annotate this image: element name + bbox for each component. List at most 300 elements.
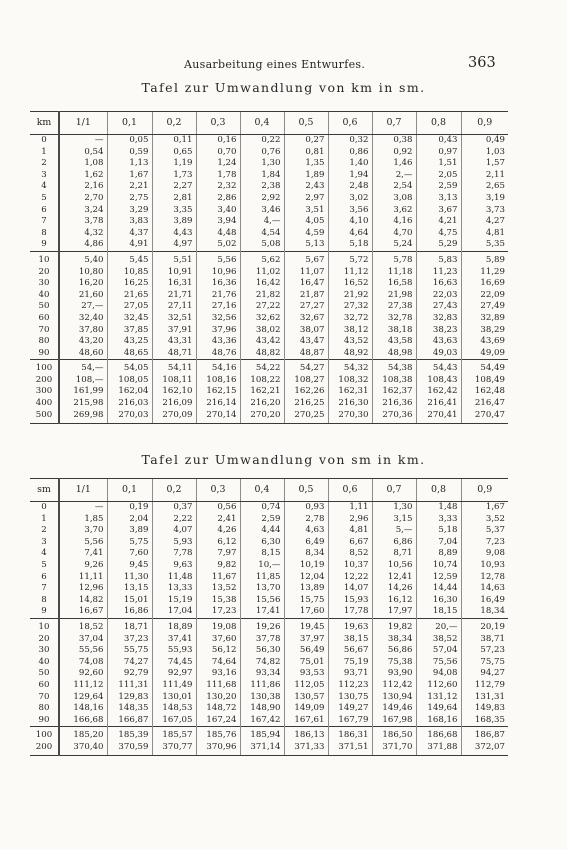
value-cell: 11,07 [284, 267, 328, 279]
value-cell: 54,49 [461, 360, 508, 375]
value-cell: 0,27 [284, 135, 328, 147]
value-cell: 2,59 [416, 181, 461, 193]
value-cell: 54,— [59, 360, 107, 375]
value-cell: 1,48 [416, 502, 461, 514]
value-cell: 112,05 [284, 680, 328, 692]
value-cell: 9,45 [107, 560, 152, 572]
value-cell: 0,92 [372, 147, 416, 159]
value-cell: 43,69 [461, 336, 508, 348]
value-cell: 0,19 [107, 502, 152, 514]
value-cell: 3,89 [152, 216, 196, 228]
value-cell: 216,41 [416, 398, 461, 410]
value-cell: 15,01 [107, 595, 152, 607]
value-cell: 14,44 [416, 583, 461, 595]
row-key-cell: 10 [30, 618, 59, 633]
value-cell: 0,05 [107, 135, 152, 147]
value-cell: 11,85 [240, 572, 284, 584]
value-cell: 185,20 [59, 727, 107, 742]
value-cell: 167,61 [284, 715, 328, 727]
value-cell: 48,65 [107, 348, 152, 360]
header-unit: km [30, 112, 59, 135]
value-cell: 3,89 [107, 525, 152, 537]
value-cell: 43,31 [152, 336, 196, 348]
value-cell: 74,27 [107, 657, 152, 669]
value-cell: 32,78 [372, 313, 416, 325]
value-cell: 216,36 [372, 398, 416, 410]
header-fraction: 0,2 [152, 479, 196, 502]
value-cell: 3,19 [461, 193, 508, 205]
header-fraction: 0,8 [416, 479, 461, 502]
running-title: Ausarbeitung eines Entwurfes. [184, 58, 366, 71]
value-cell: 37,04 [59, 634, 107, 646]
table-row [30, 216, 508, 228]
value-cell: 16,30 [416, 595, 461, 607]
value-cell: 27,— [59, 301, 107, 313]
value-cell: 15,56 [240, 595, 284, 607]
value-cell: 149,09 [284, 703, 328, 715]
value-cell: 270,36 [372, 410, 416, 424]
value-cell: 37,23 [107, 634, 152, 646]
value-cell: 19,08 [196, 618, 240, 633]
value-cell: 1,19 [152, 158, 196, 170]
row-key-cell: 200 [35, 374, 53, 385]
value-cell: 10,74 [416, 560, 461, 572]
value-cell: 1,89 [284, 170, 328, 182]
value-cell: 0,37 [152, 502, 196, 514]
header-fraction: 0,3 [196, 479, 240, 502]
value-cell: 13,70 [240, 583, 284, 595]
value-cell: 1,30 [240, 158, 284, 170]
value-cell: 16,67 [59, 606, 107, 618]
value-cell: 108,05 [107, 375, 152, 387]
value-cell: 0,93 [284, 502, 328, 514]
value-cell: 108,32 [328, 375, 372, 387]
row-key-cell: 80 [38, 703, 50, 714]
value-cell: 270,41 [416, 410, 461, 424]
value-cell: 17,97 [372, 606, 416, 618]
value-cell: 11,12 [328, 267, 372, 279]
value-cell: 16,86 [107, 606, 152, 618]
header-fraction: 0,8 [416, 112, 461, 135]
row-key-cell: 6 [41, 571, 47, 582]
value-cell: 14,63 [461, 583, 508, 595]
value-cell: 7,78 [152, 548, 196, 560]
value-cell: 5,29 [416, 239, 461, 251]
value-cell: 4,97 [152, 239, 196, 251]
value-cell: 216,20 [240, 398, 284, 410]
value-cell: 167,79 [328, 715, 372, 727]
value-cell: 2,27 [152, 181, 196, 193]
value-cell: 5,02 [196, 239, 240, 251]
value-cell: 11,48 [152, 572, 196, 584]
value-cell: 55,75 [107, 645, 152, 657]
header-unit: sm [30, 479, 59, 502]
value-cell: 38,15 [328, 634, 372, 646]
header-fraction: 0,6 [328, 112, 372, 135]
value-cell: 49,09 [461, 348, 508, 360]
value-cell: 108,43 [416, 375, 461, 387]
value-cell: 2,05 [416, 170, 461, 182]
value-cell: 1,67 [107, 170, 152, 182]
value-cell: 3,62 [372, 205, 416, 217]
header-fraction: 0,4 [240, 479, 284, 502]
value-cell: 75,75 [461, 657, 508, 669]
value-cell: 162,48 [461, 386, 508, 398]
value-cell: 1,67 [461, 502, 508, 514]
value-cell: 111,68 [196, 680, 240, 692]
value-cell: 7,97 [196, 548, 240, 560]
value-cell: 4,54 [240, 228, 284, 240]
value-cell: 129,83 [107, 692, 152, 704]
value-cell: 2,86 [196, 193, 240, 205]
value-cell: 2,11 [461, 170, 508, 182]
value-cell: 186,13 [284, 727, 328, 742]
row-key-cell: 5 [41, 559, 47, 570]
value-cell: 8,34 [284, 548, 328, 560]
value-cell: 108,11 [152, 375, 196, 387]
value-cell: 162,26 [284, 386, 328, 398]
row-key-cell: 200 [30, 742, 59, 756]
value-cell: 4,86 [59, 239, 107, 251]
value-cell: 4,37 [107, 228, 152, 240]
value-cell: 2,— [372, 170, 416, 182]
table-header-row [30, 112, 508, 135]
value-cell: 167,42 [240, 715, 284, 727]
value-cell: 186,87 [461, 727, 508, 742]
value-cell: 5,35 [461, 239, 508, 251]
value-cell: 54,32 [328, 360, 372, 375]
value-cell: 32,51 [152, 313, 196, 325]
table-row [30, 348, 508, 360]
value-cell: 93,34 [240, 668, 284, 680]
value-cell: 56,30 [240, 645, 284, 657]
value-cell: 167,05 [152, 715, 196, 727]
value-cell: 108,22 [240, 375, 284, 387]
value-cell: 2,65 [461, 181, 508, 193]
value-cell: 74,45 [152, 657, 196, 669]
value-cell: 19,45 [284, 618, 328, 633]
header-fraction: 0,1 [107, 479, 152, 502]
value-cell: 16,42 [240, 278, 284, 290]
table-row [30, 181, 508, 193]
value-cell: 54,38 [372, 360, 416, 375]
value-cell: 270,20 [240, 410, 284, 424]
value-cell: 1,35 [284, 158, 328, 170]
value-cell: 108,16 [196, 375, 240, 387]
value-cell: 162,42 [416, 386, 461, 398]
row-key-cell: 1 [41, 513, 47, 524]
value-cell: 5,18 [416, 525, 461, 537]
row-key-cell: 300 [35, 386, 53, 397]
value-cell: 370,59 [107, 742, 152, 756]
value-cell: 21,87 [284, 290, 328, 302]
value-cell: 0,49 [461, 135, 508, 147]
value-cell: 22,09 [461, 290, 508, 302]
row-key-cell: 7 [41, 583, 47, 594]
value-cell: 1,13 [107, 158, 152, 170]
header-fraction: 0,5 [284, 112, 328, 135]
value-cell: 270,47 [461, 410, 508, 424]
value-cell: 16,49 [461, 595, 508, 607]
value-cell: 3,70 [59, 525, 107, 537]
value-cell: 15,38 [196, 595, 240, 607]
table-row [30, 668, 508, 680]
value-cell: 37,78 [240, 634, 284, 646]
value-cell: 5,40 [59, 251, 107, 266]
value-cell: 162,10 [152, 386, 196, 398]
value-cell: 0,70 [196, 147, 240, 159]
table-row [30, 193, 508, 205]
value-cell: 55,93 [152, 645, 196, 657]
value-cell: 162,21 [240, 386, 284, 398]
value-cell: 93,16 [196, 668, 240, 680]
value-cell: 2,70 [59, 193, 107, 205]
value-cell: 270,30 [328, 410, 372, 424]
value-cell: 112,42 [372, 680, 416, 692]
value-cell: 19,26 [240, 618, 284, 633]
value-cell: 10,85 [107, 267, 152, 279]
header-fraction: 0,4 [240, 112, 284, 135]
table-row [30, 634, 508, 646]
value-cell: 2,21 [107, 181, 152, 193]
value-cell: 1,08 [59, 158, 107, 170]
value-cell: 75,01 [284, 657, 328, 669]
value-cell: 216,14 [196, 398, 240, 410]
table-row [30, 692, 508, 704]
value-cell: 4,05 [284, 216, 328, 228]
table-row [30, 386, 508, 398]
header-fraction: 0,5 [284, 479, 328, 502]
value-cell: 148,53 [152, 703, 196, 715]
value-cell: 130,01 [152, 692, 196, 704]
value-cell: 1,11 [328, 502, 372, 514]
value-cell: 12,96 [59, 583, 107, 595]
value-cell: 130,75 [328, 692, 372, 704]
value-cell: 16,12 [372, 595, 416, 607]
value-cell: 21,65 [107, 290, 152, 302]
value-cell: 2,92 [240, 193, 284, 205]
value-cell: 37,41 [152, 634, 196, 646]
value-cell: 21,92 [328, 290, 372, 302]
value-cell: 18,34 [461, 606, 508, 618]
value-cell: 4,43 [152, 228, 196, 240]
row-key-cell: 100 [30, 727, 59, 742]
value-cell: 168,16 [416, 715, 461, 727]
value-cell: 43,20 [59, 336, 107, 348]
value-cell: 5,37 [461, 525, 508, 537]
table-row [30, 680, 508, 692]
value-cell: 32,56 [196, 313, 240, 325]
row-key-cell: 3 [41, 169, 47, 180]
value-cell: 185,94 [240, 727, 284, 742]
value-cell: 27,49 [461, 301, 508, 313]
value-cell: 10,37 [328, 560, 372, 572]
header-fraction: 0,9 [461, 479, 508, 502]
value-cell: 0,56 [196, 502, 240, 514]
table-title-sm-to-km: Tafel zur Umwandlung von sm in km. [141, 452, 426, 467]
value-cell: 4,44 [240, 525, 284, 537]
value-cell: 15,19 [152, 595, 196, 607]
value-cell: 149,64 [416, 703, 461, 715]
conversion-table-sm-to-km [30, 478, 508, 756]
value-cell: 9,26 [59, 560, 107, 572]
table-row [30, 228, 508, 240]
value-cell: 371,70 [372, 742, 416, 756]
value-cell: 10,56 [372, 560, 416, 572]
value-cell: 16,31 [152, 278, 196, 290]
row-key-cell: 100 [30, 360, 59, 375]
value-cell: 48,82 [240, 348, 284, 360]
value-cell: 148,35 [107, 703, 152, 715]
value-cell: 38,12 [328, 325, 372, 337]
value-cell: 43,47 [284, 336, 328, 348]
value-cell: 5,89 [461, 251, 508, 266]
table-row [30, 525, 508, 537]
header-fraction: 0,7 [372, 479, 416, 502]
value-cell: 372,07 [461, 742, 508, 756]
table-title-km-to-sm: Tafel zur Umwandlung von km in sm. [141, 80, 426, 95]
value-cell: 17,78 [328, 606, 372, 618]
value-cell: 186,68 [416, 727, 461, 742]
value-cell: 19,82 [372, 618, 416, 633]
value-cell: 20,— [416, 618, 461, 633]
value-cell: 74,08 [59, 657, 107, 669]
value-cell: 185,39 [107, 727, 152, 742]
value-cell: 5,13 [284, 239, 328, 251]
value-cell: 5,56 [196, 251, 240, 266]
value-cell: 5,93 [152, 537, 196, 549]
value-cell: 11,02 [240, 267, 284, 279]
table-header-row [30, 479, 508, 502]
value-cell: 21,98 [372, 290, 416, 302]
value-cell: 19,63 [328, 618, 372, 633]
value-cell: 1,03 [461, 147, 508, 159]
header-fraction: 0,1 [107, 112, 152, 135]
value-cell: 38,71 [461, 634, 508, 646]
value-cell: 2,43 [284, 181, 328, 193]
value-cell: 3,40 [196, 205, 240, 217]
value-cell: 2,75 [107, 193, 152, 205]
value-cell: 6,86 [372, 537, 416, 549]
row-key-cell: 70 [38, 691, 50, 702]
value-cell: 9,82 [196, 560, 240, 572]
value-cell: 21,71 [152, 290, 196, 302]
value-cell: 6,30 [240, 537, 284, 549]
value-cell: 216,03 [107, 398, 152, 410]
value-cell: 32,67 [284, 313, 328, 325]
value-cell: 13,15 [107, 583, 152, 595]
row-key-cell: 3 [41, 536, 47, 547]
value-cell: 9,63 [152, 560, 196, 572]
row-key-cell: 2 [41, 158, 47, 169]
value-cell: 37,97 [284, 634, 328, 646]
value-cell: 10,19 [284, 560, 328, 572]
table-row [30, 267, 508, 279]
value-cell: 0,54 [59, 147, 107, 159]
value-cell: 5,67 [284, 251, 328, 266]
value-cell: 370,77 [152, 742, 196, 756]
value-cell: 10,91 [152, 267, 196, 279]
value-cell: 186,50 [372, 727, 416, 742]
value-cell: 12,22 [328, 572, 372, 584]
value-cell: 43,25 [107, 336, 152, 348]
value-cell: 3,13 [416, 193, 461, 205]
value-cell: 2,38 [240, 181, 284, 193]
value-cell: 4,16 [372, 216, 416, 228]
table-row [30, 645, 508, 657]
value-cell: 10,93 [461, 560, 508, 572]
value-cell: 0,16 [196, 135, 240, 147]
value-cell: 1,85 [59, 514, 107, 526]
row-key-cell: 7 [41, 216, 47, 227]
value-cell: 2,81 [152, 193, 196, 205]
table-row [30, 703, 508, 715]
value-cell: 4,63 [284, 525, 328, 537]
value-cell: 4,91 [107, 239, 152, 251]
value-cell: 1,24 [196, 158, 240, 170]
value-cell: 10,80 [59, 267, 107, 279]
table-row [30, 170, 508, 182]
value-cell: 11,29 [461, 267, 508, 279]
value-cell: 15,75 [284, 595, 328, 607]
value-cell: 1,73 [152, 170, 196, 182]
value-cell: 21,76 [196, 290, 240, 302]
value-cell: 16,52 [328, 278, 372, 290]
row-key-cell: 8 [41, 227, 47, 238]
header-fraction: 0,2 [152, 112, 196, 135]
value-cell: 17,23 [196, 606, 240, 618]
table-row [30, 618, 508, 633]
value-cell: 43,52 [328, 336, 372, 348]
value-cell: 5,08 [240, 239, 284, 251]
value-cell: 162,04 [107, 386, 152, 398]
value-cell: 1,57 [461, 158, 508, 170]
value-cell: 4,64 [328, 228, 372, 240]
value-cell: 4,81 [328, 525, 372, 537]
value-cell: 75,38 [372, 657, 416, 669]
value-cell: 32,89 [461, 313, 508, 325]
value-cell: 5,62 [240, 251, 284, 266]
value-cell: 0,43 [416, 135, 461, 147]
value-cell: 131,31 [461, 692, 508, 704]
row-key-cell: 40 [38, 289, 50, 300]
value-cell: 112,60 [416, 680, 461, 692]
value-cell: 131,12 [416, 692, 461, 704]
value-cell: 5,72 [328, 251, 372, 266]
value-cell: 112,79 [461, 680, 508, 692]
value-cell: 3,29 [107, 205, 152, 217]
value-cell: 16,58 [372, 278, 416, 290]
value-cell: 12,78 [461, 572, 508, 584]
value-cell: 2,48 [328, 181, 372, 193]
table-row [30, 205, 508, 217]
value-cell: 38,18 [372, 325, 416, 337]
value-cell: 43,58 [372, 336, 416, 348]
table-row [30, 572, 508, 584]
value-cell: 1,51 [416, 158, 461, 170]
table-row [30, 606, 508, 618]
value-cell: 5,24 [372, 239, 416, 251]
value-cell: 13,33 [152, 583, 196, 595]
value-cell: 186,31 [328, 727, 372, 742]
value-cell: 112,23 [328, 680, 372, 692]
value-cell: 5,78 [372, 251, 416, 266]
row-key-cell: 60 [38, 679, 50, 690]
value-cell: 10,— [240, 560, 284, 572]
value-cell: 16,69 [461, 278, 508, 290]
value-cell: 162,31 [328, 386, 372, 398]
value-cell: 13,89 [284, 583, 328, 595]
